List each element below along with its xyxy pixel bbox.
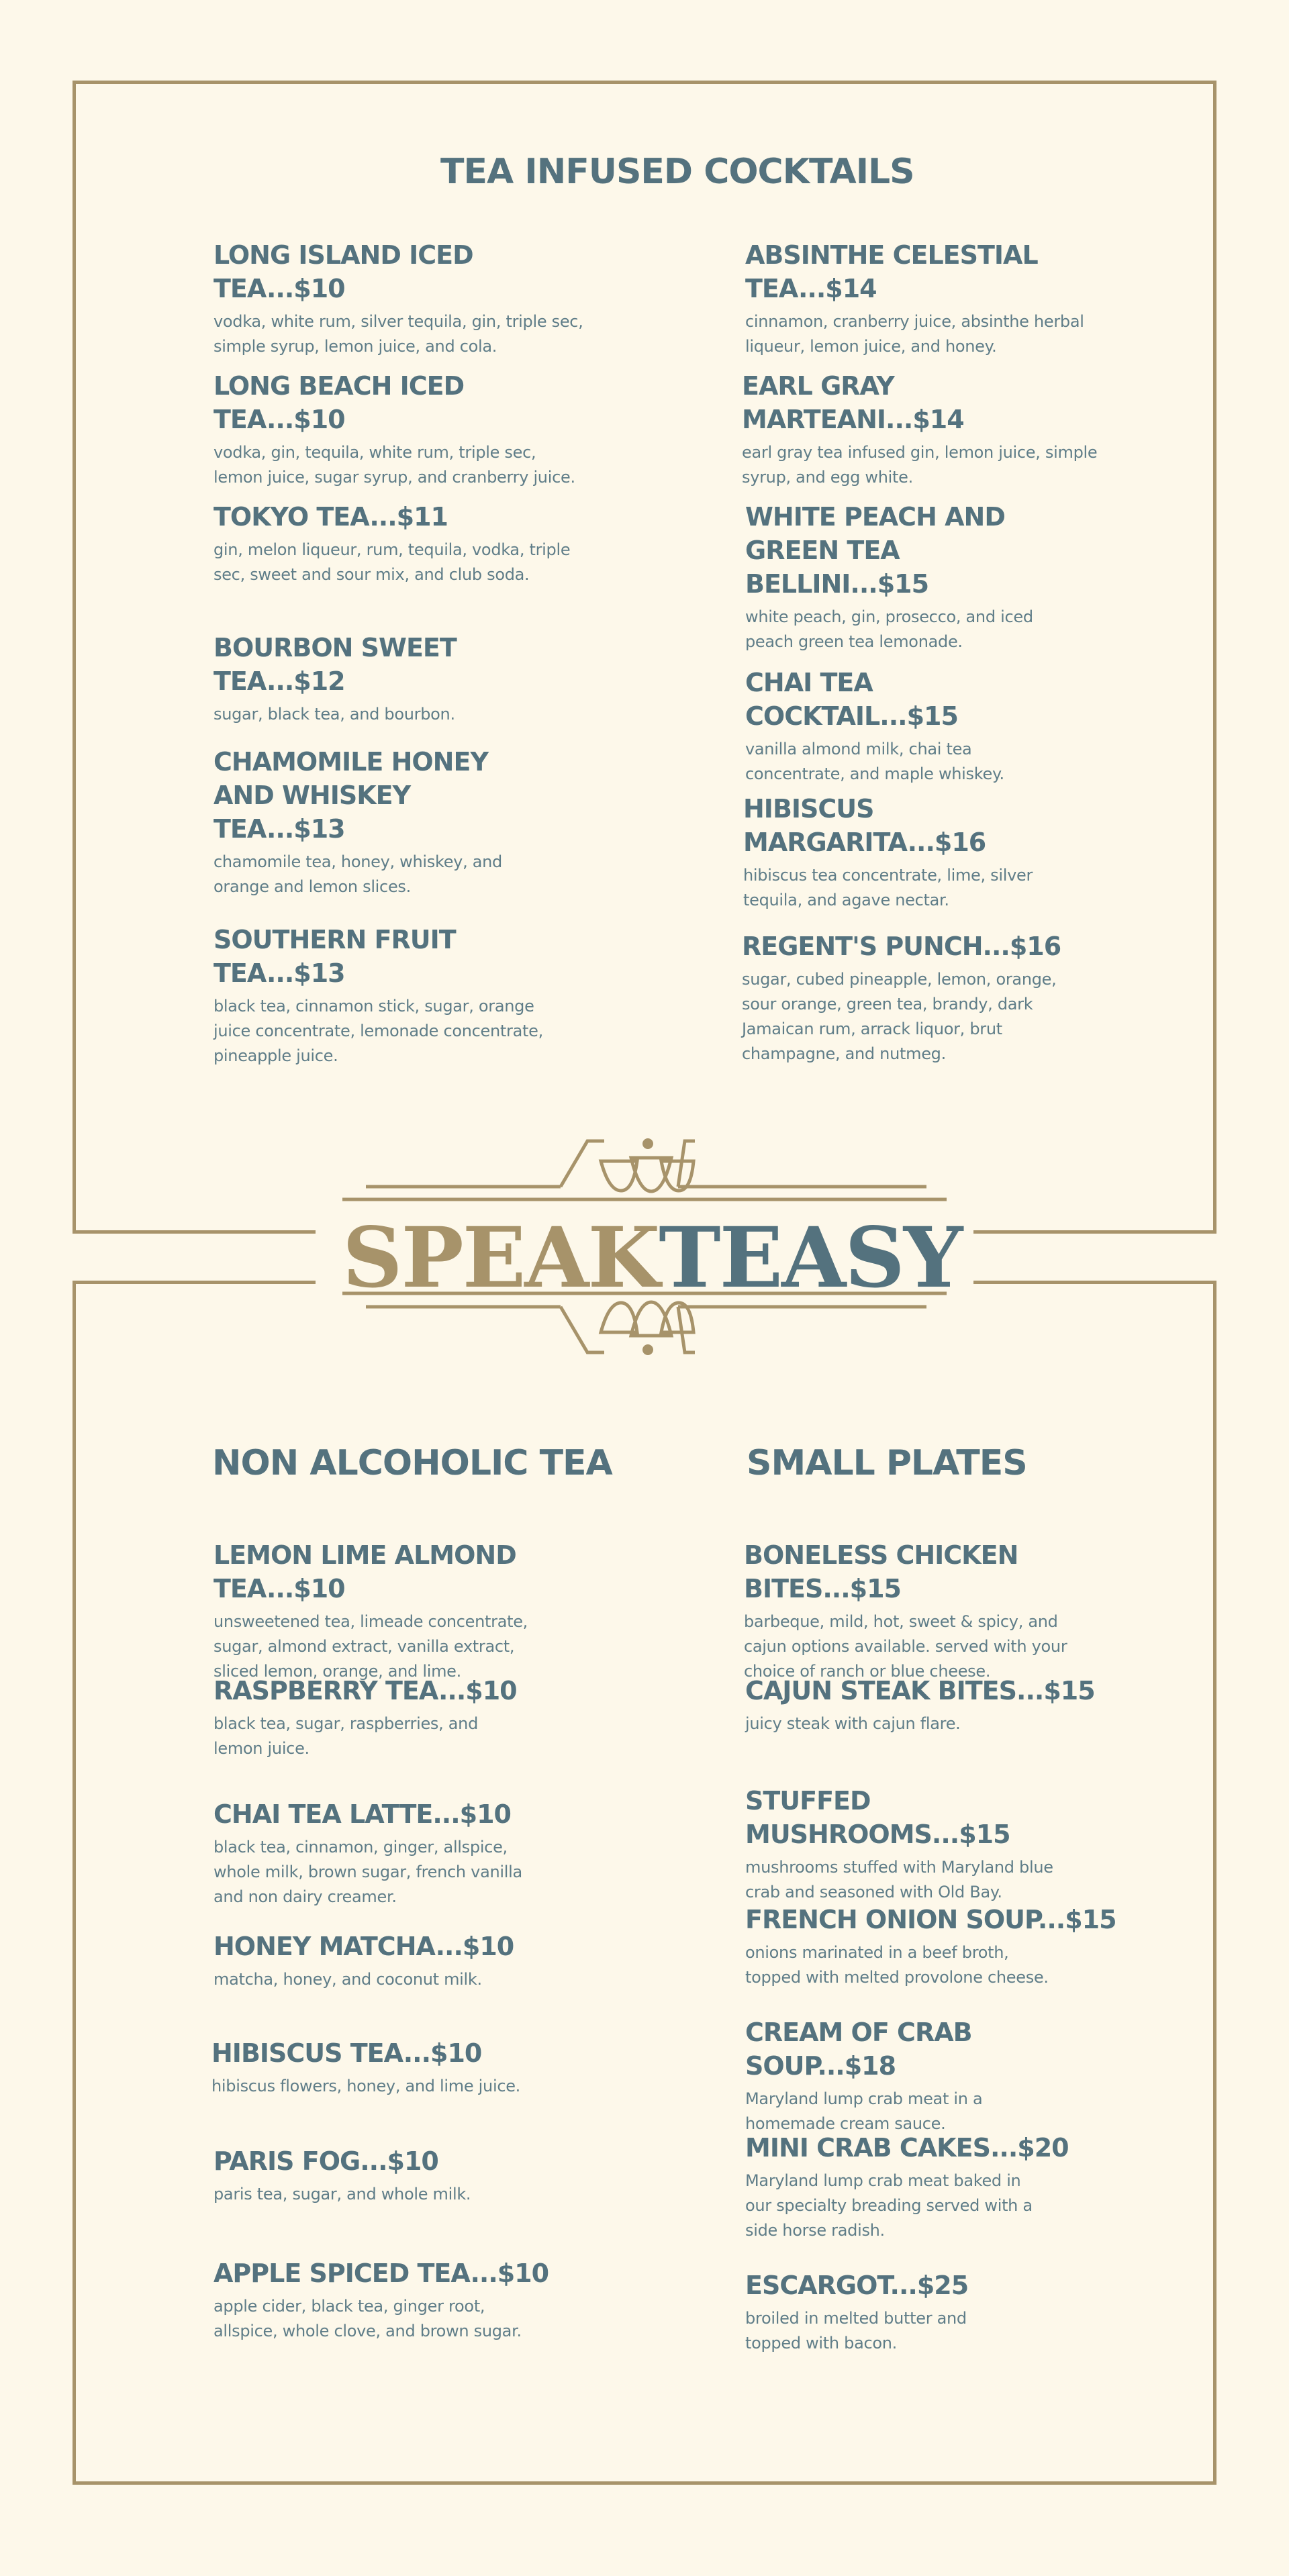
menu-item bbox=[745, 2016, 1121, 2136]
item-name: APPLE SPICED TEA...$10 bbox=[213, 2259, 549, 2288]
small-plates-title: SMALL PLATES bbox=[747, 1443, 1027, 1483]
menu-item bbox=[213, 631, 589, 727]
item-description: Maryland lump crab meat baked in our specialty breading served with a side horse radish. bbox=[745, 2171, 1033, 2240]
item-name: TOKYO TEA...$11 bbox=[213, 502, 448, 532]
item-description: earl gray tea infused gin, lemon juice, simple syrup, and egg white. bbox=[742, 443, 1098, 487]
item-name: WHITE PEACH AND GREEN TEA BELLINI...$15 bbox=[745, 502, 1005, 599]
menu-item bbox=[213, 369, 589, 490]
item-name: HIBISCUS TEA...$10 bbox=[211, 2038, 482, 2068]
item-name: ABSINTHE CELESTIAL TEA...$14 bbox=[745, 240, 1038, 303]
menu-item bbox=[213, 1797, 589, 1910]
item-name: BOURBON SWEET TEA...$12 bbox=[213, 633, 457, 696]
menu-item bbox=[745, 238, 1121, 359]
logo-part-speak: SPEAK bbox=[342, 1209, 659, 1307]
menu-item bbox=[745, 1784, 1121, 1905]
menu-item bbox=[213, 1930, 589, 1992]
item-description: sugar, black tea, and bourbon. bbox=[213, 705, 455, 724]
item-name: CAJUN STEAK BITES...$15 bbox=[745, 1676, 1095, 1705]
item-name: HIBISCUS MARGARITA...$16 bbox=[743, 794, 986, 857]
menu-item bbox=[213, 2144, 589, 2207]
item-name: FRENCH ONION SOUP...$15 bbox=[745, 1905, 1116, 1934]
menu-item bbox=[745, 2269, 1121, 2356]
item-description: broiled in melted butter and topped with bacon. bbox=[745, 2309, 967, 2352]
menu-item bbox=[213, 1538, 563, 1684]
item-name: REGENT'S PUNCH...$16 bbox=[742, 932, 1061, 961]
item-description: barbeque, mild, hot, sweet & spicy, and cajun options available. served with your choice of ranch or blue cheese. bbox=[744, 1612, 1067, 1681]
item-name: CHAI TEA COCKTAIL...$15 bbox=[745, 668, 958, 731]
non-alcoholic-title: NON ALCOHOLIC TEA bbox=[212, 1443, 612, 1483]
menu-item bbox=[213, 500, 589, 587]
item-name: LONG ISLAND ICED TEA...$10 bbox=[213, 240, 473, 303]
menu-item bbox=[213, 923, 589, 1069]
item-description: vodka, white rum, silver tequila, gin, triple sec, simple syrup, lemon juice, and cola. bbox=[213, 312, 583, 356]
item-description: black tea, cinnamon, ginger, allspice, whole milk, brown sugar, french vanilla and non dairy creamer. bbox=[213, 1838, 522, 1906]
menu-item bbox=[213, 1674, 589, 1761]
menu-item bbox=[744, 1538, 1133, 1684]
menu-item bbox=[211, 2036, 587, 2099]
menu-item bbox=[745, 1674, 1121, 1736]
menu-item bbox=[743, 792, 1119, 913]
item-name: LEMON LIME ALMOND TEA...$10 bbox=[213, 1540, 516, 1603]
cocktails-title: TEA INFUSED COCKTAILS bbox=[440, 152, 914, 192]
item-name: HONEY MATCHA...$10 bbox=[213, 1932, 514, 1961]
item-description: matcha, honey, and coconut milk. bbox=[213, 1970, 482, 1989]
item-name: MINI CRAB CAKES...$20 bbox=[745, 2133, 1069, 2163]
item-description: hibiscus flowers, honey, and lime juice. bbox=[211, 2077, 521, 2095]
menu-item bbox=[742, 369, 1118, 490]
item-name: ESCARGOT...$25 bbox=[745, 2271, 969, 2300]
item-description: apple cider, black tea, ginger root, allspice, whole clove, and brown sugar. bbox=[213, 2297, 522, 2340]
item-description: white peach, gin, prosecco, and iced peach green tea lemonade. bbox=[745, 607, 1033, 651]
menu-item bbox=[213, 238, 589, 359]
item-name: LONG BEACH ICED TEA...$10 bbox=[213, 371, 465, 434]
item-name: RASPBERRY TEA...$10 bbox=[213, 1676, 517, 1705]
item-description: gin, melon liqueur, rum, tequila, vodka, triple sec, sweet and sour mix, and club soda. bbox=[213, 540, 571, 584]
item-description: paris tea, sugar, and whole milk. bbox=[213, 2185, 471, 2203]
item-description: onions marinated in a beef broth, topped with melted provolone cheese. bbox=[745, 1943, 1049, 1987]
menu-item bbox=[745, 666, 1054, 787]
logo-part-teasy: TEASY bbox=[659, 1209, 962, 1307]
item-description: cinnamon, cranberry juice, absinthe herbal liqueur, lemon juice, and honey. bbox=[745, 312, 1084, 356]
menu-item bbox=[213, 2257, 589, 2344]
speakteasy-logo bbox=[342, 1208, 962, 1309]
menu-item bbox=[745, 2131, 1121, 2243]
menu-item bbox=[745, 500, 1061, 654]
item-name: CREAM OF CRAB SOUP...$18 bbox=[745, 2018, 972, 2081]
menu-item bbox=[213, 745, 522, 899]
item-name: PARIS FOG...$10 bbox=[213, 2146, 438, 2176]
item-description: black tea, sugar, raspberries, and lemon juice. bbox=[213, 1714, 479, 1758]
item-description: chamomile tea, honey, whiskey, and orange and lemon slices. bbox=[213, 852, 502, 896]
item-description: vanilla almond milk, chai tea concentrate, and maple whiskey. bbox=[745, 740, 1004, 783]
item-description: unsweetened tea, limeade concentrate, sugar, almond extract, vanilla extract, sliced lemon, orange, and lime. bbox=[213, 1612, 528, 1681]
item-name: STUFFED MUSHROOMS...$15 bbox=[745, 1786, 1010, 1849]
item-description: mushrooms stuffed with Maryland blue crab and seasoned with Old Bay. bbox=[745, 1858, 1053, 1901]
item-description: vodka, gin, tequila, white rum, triple sec, lemon juice, sugar syrup, and cranberry juice. bbox=[213, 443, 575, 487]
item-name: CHAI TEA LATTE...$10 bbox=[213, 1799, 511, 1829]
item-name: BONELESS CHICKEN BITES...$15 bbox=[744, 1540, 1018, 1603]
menu-item bbox=[745, 1903, 1121, 1990]
item-description: sugar, cubed pineapple, lemon, orange, sour orange, green tea, brandy, dark Jamaican rum, arrack liquor, brut champagne, and nutmeg. bbox=[742, 970, 1057, 1063]
item-name: SOUTHERN FRUIT TEA...$13 bbox=[213, 925, 456, 988]
item-description: black tea, cinnamon stick, sugar, orange juice concentrate, lemonade concentrate, pineapple juice. bbox=[213, 997, 543, 1065]
item-name: CHAMOMILE HONEY AND WHISKEY TEA...$13 bbox=[213, 747, 488, 844]
item-description: juicy steak with cajun flare. bbox=[745, 1714, 961, 1733]
item-description: hibiscus tea concentrate, lime, silver tequila, and agave nectar. bbox=[743, 866, 1033, 909]
item-description: Maryland lump crab meat in a homemade cream sauce. bbox=[745, 2089, 983, 2133]
menu-item bbox=[742, 930, 1118, 1067]
item-name: EARL GRAY MARTEANI...$14 bbox=[742, 371, 964, 434]
